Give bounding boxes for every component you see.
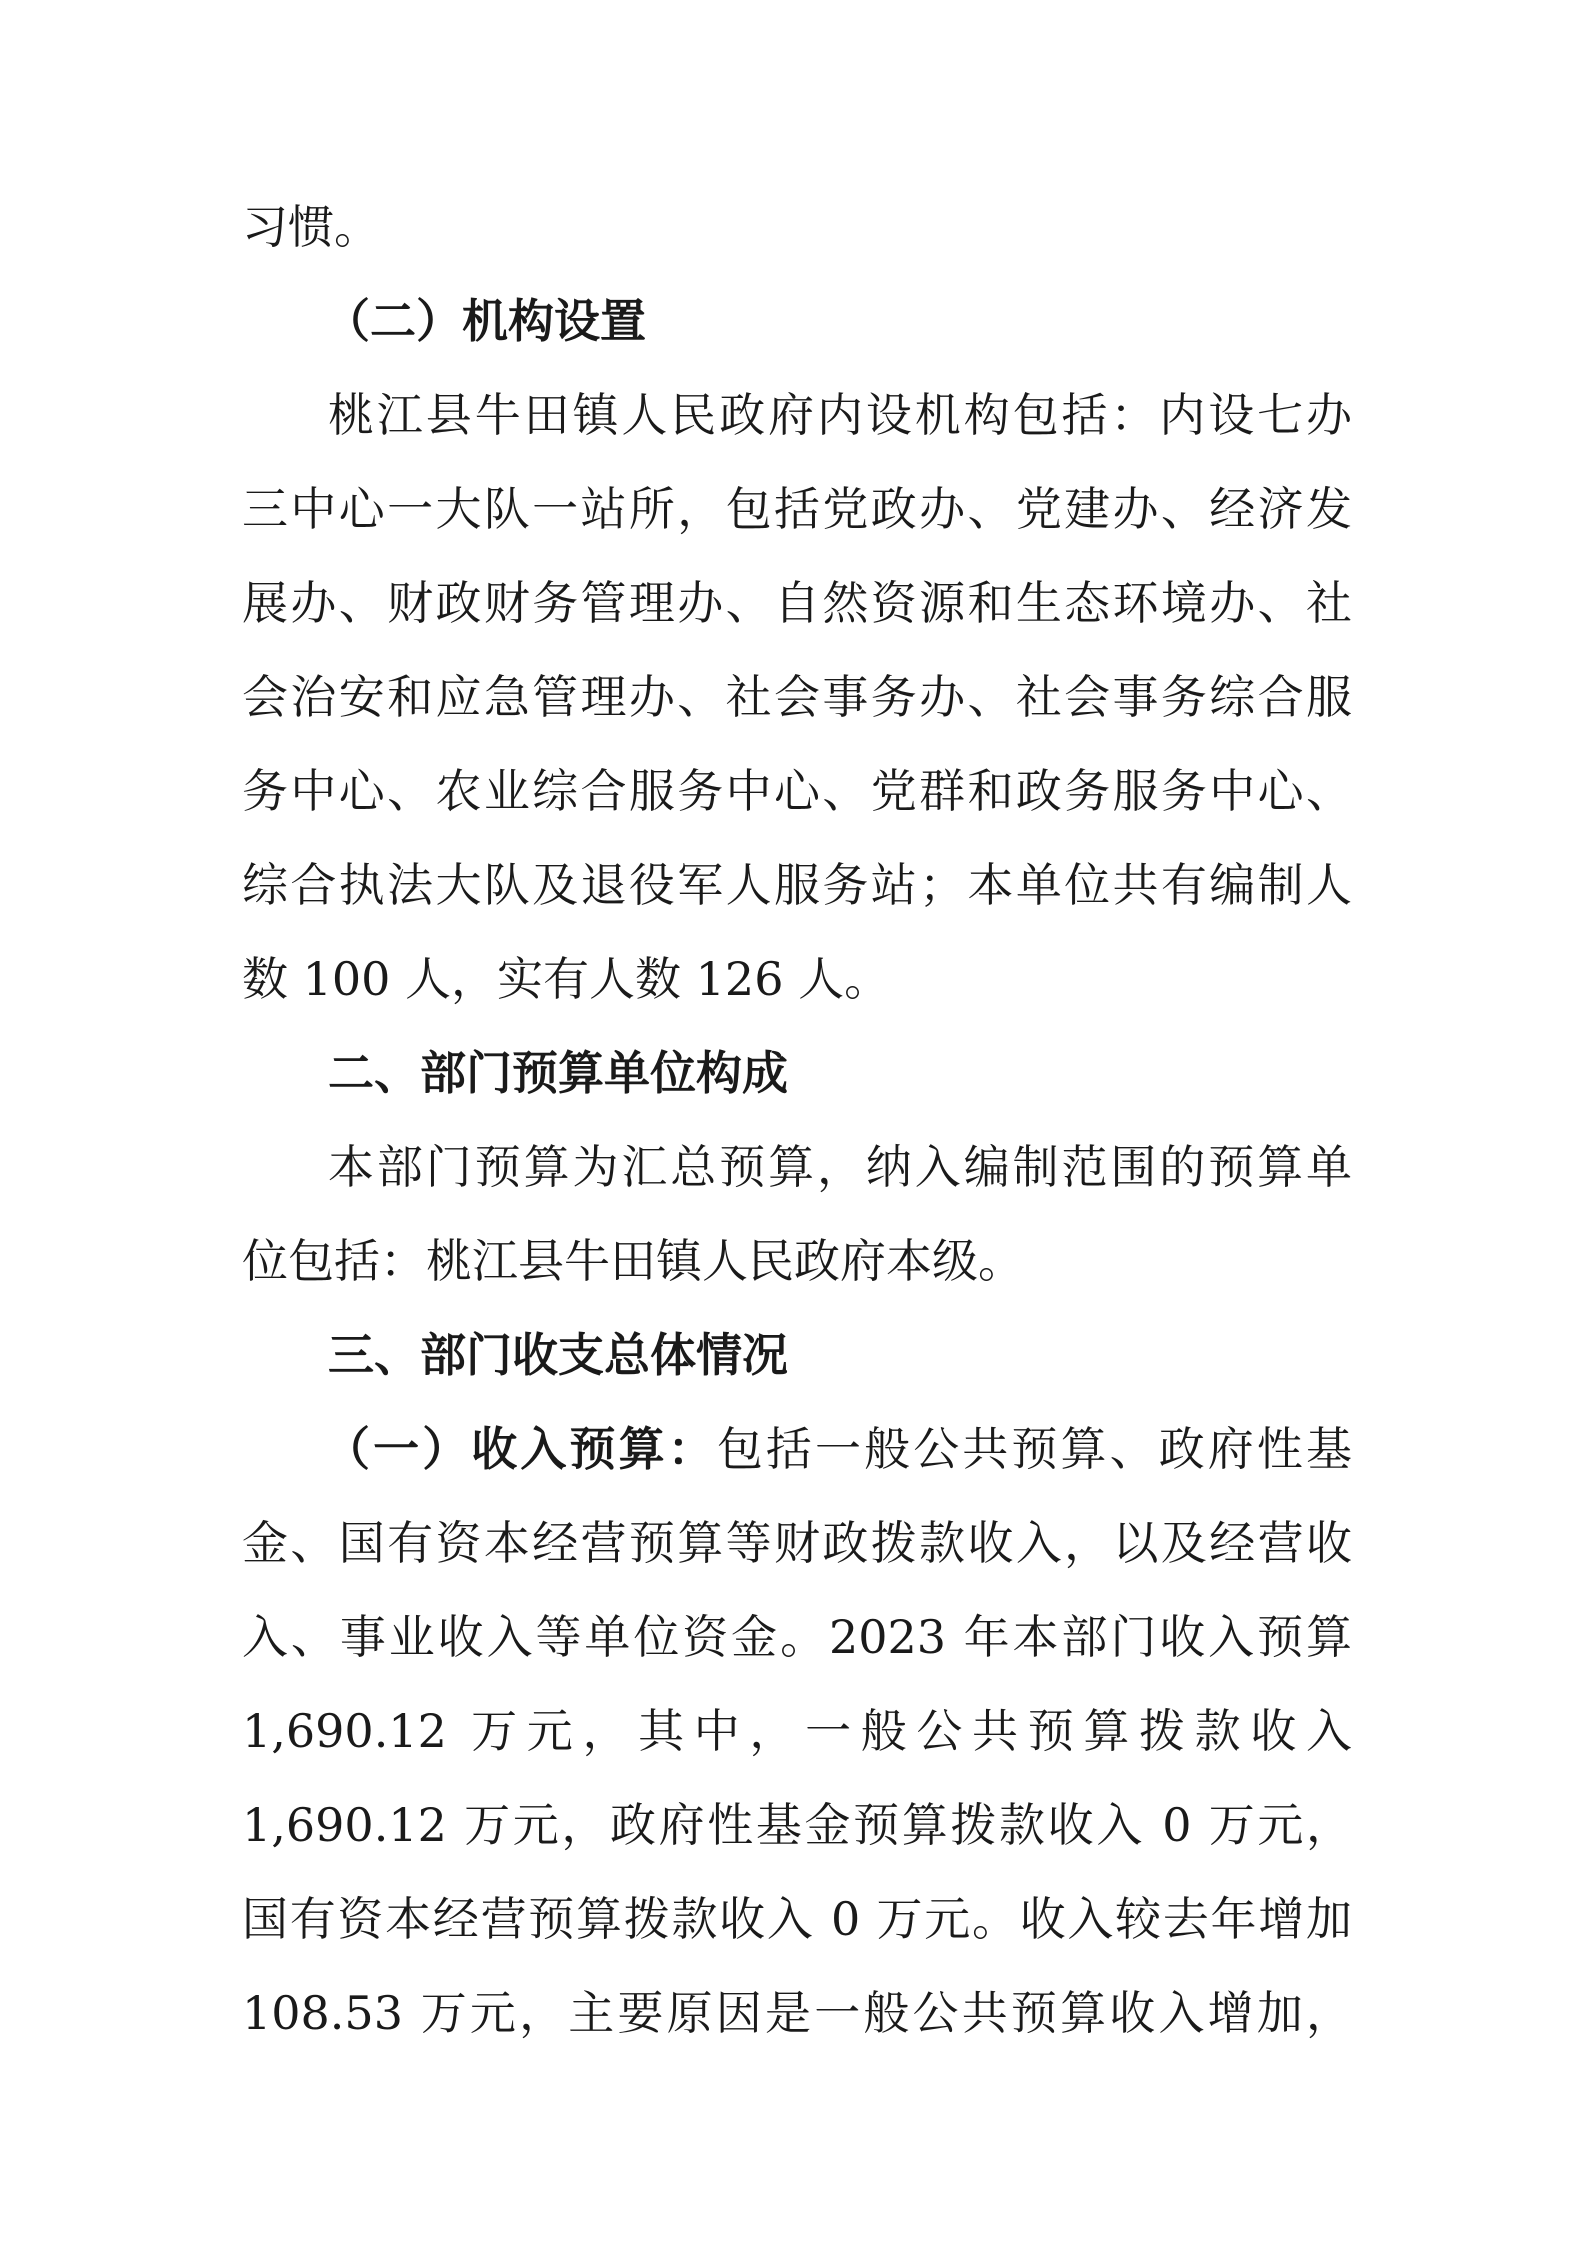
section-heading: （二）机构设置 bbox=[324, 294, 646, 348]
paragraph-line: 1,690.12 万元，政府性基金预算拨款收入 0 万元， bbox=[242, 1798, 1352, 1852]
paragraph-line: 展办、财政财务管理办、自然资源和生态环境办、社 bbox=[242, 576, 1352, 630]
document-page bbox=[242, 180, 1352, 2060]
paragraph-line: 三中心一大队一站所，包括党政办、党建办、经济发 bbox=[242, 482, 1352, 536]
paragraph-line: 国有资本经营预算拨款收入 0 万元。收入较去年增加 bbox=[242, 1892, 1352, 1946]
section-heading: 二、部门预算单位构成 bbox=[328, 1046, 788, 1100]
paragraph-line: 务中心、农业综合服务中心、党群和政务服务中心、 bbox=[242, 764, 1352, 818]
paragraph-line: 习惯。 bbox=[242, 200, 380, 254]
section-heading: 三、部门收支总体情况 bbox=[328, 1328, 788, 1382]
paragraph-line: 数 100 人，实有人数 126 人。 bbox=[242, 952, 891, 1006]
paragraph-line: 本部门预算为汇总预算，纳入编制范围的预算单 bbox=[328, 1140, 1352, 1194]
subheading-label: （一）收入预算： bbox=[324, 1422, 717, 1476]
paragraph-line: 位包括：桃江县牛田镇人民政府本级。 bbox=[242, 1234, 1024, 1288]
paragraph-line: 108.53 万元，主要原因是一般公共预算收入增加， bbox=[242, 1986, 1352, 2040]
paragraph-line: 入、事业收入等单位资金。2023 年本部门收入预算 bbox=[242, 1610, 1352, 1664]
paragraph-line: 会治安和应急管理办、社会事务办、社会事务综合服 bbox=[242, 670, 1352, 724]
paragraph-line: 金、国有资本经营预算等财政拨款收入，以及经营收 bbox=[242, 1516, 1352, 1570]
paragraph-line bbox=[242, 1402, 1352, 1496]
paragraph-line: 1,690.12 万元，其中，一般公共预算拨款收入 bbox=[242, 1704, 1352, 1758]
paragraph-line: 综合执法大队及退役军人服务站；本单位共有编制人 bbox=[242, 858, 1352, 912]
paragraph-line: 桃江县牛田镇人民政府内设机构包括：内设七办 bbox=[328, 388, 1352, 442]
paragraph-text: 包括一般公共预算、政府性基 bbox=[716, 1422, 1353, 1476]
